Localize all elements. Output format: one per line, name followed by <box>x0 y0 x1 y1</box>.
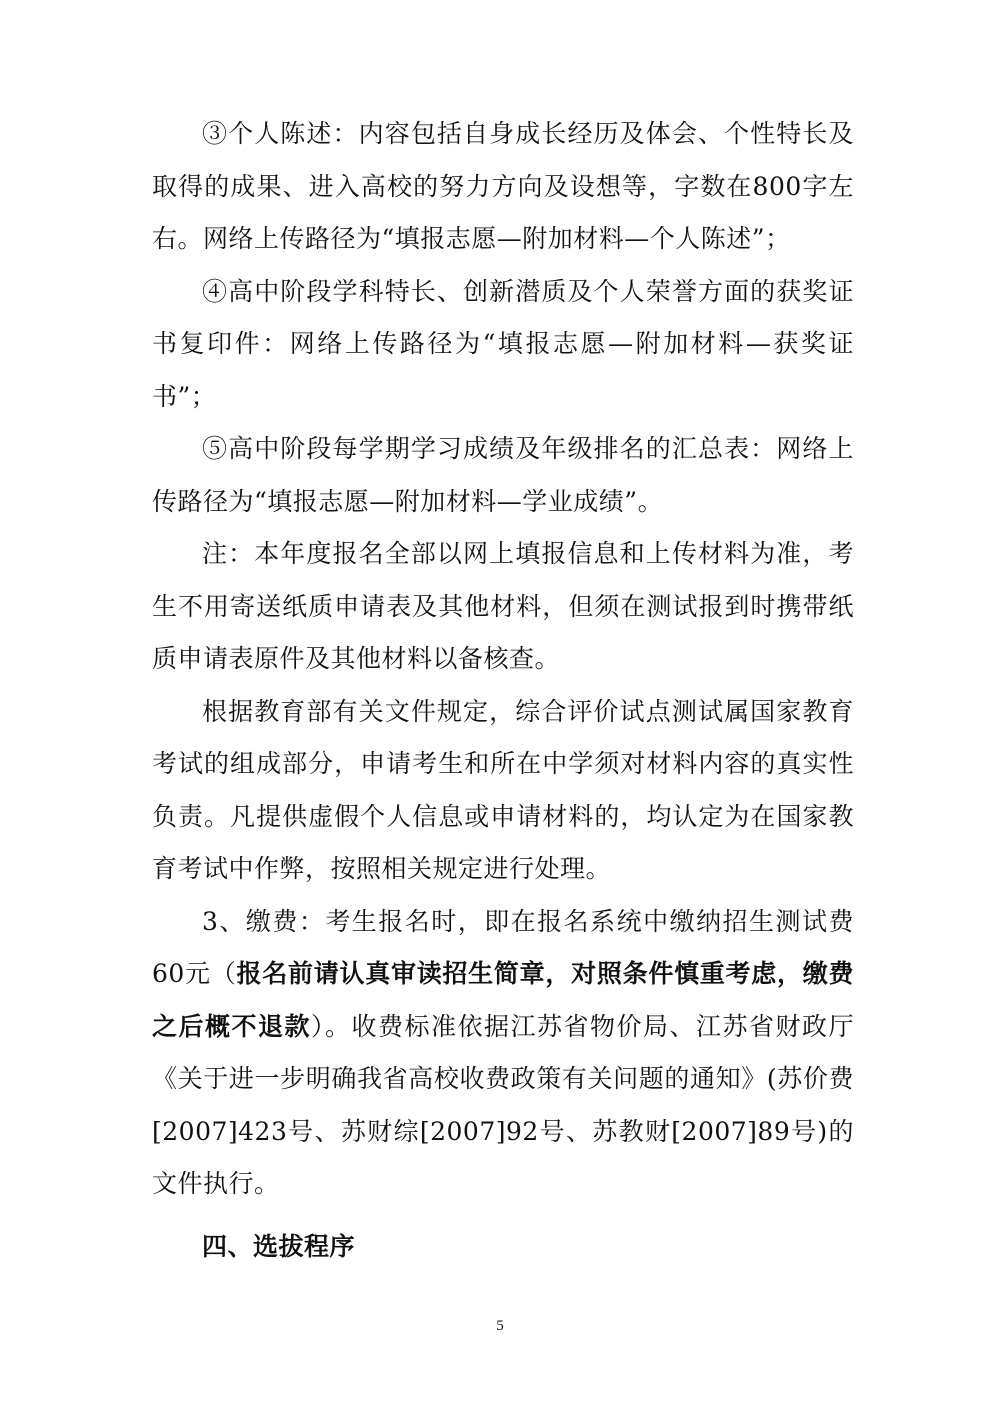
paragraph-academic-scores: ⑤高中阶段每学期学习成绩及年级排名的汇总表：网络上传路径为“填报志愿—附加材料—学业成绩”。 <box>152 434 854 516</box>
paragraph-award-certificates: ④高中阶段学科特长、创新潜质及个人荣誉方面的获奖证书复印件：网络上传路径为“填报志愿—附加材料—获奖证书”； <box>152 276 854 411</box>
payment-text-start: 3、缴费：考生报名时，即在报名系统中缴纳招生测试费60元（ <box>152 906 854 988</box>
paragraph-regulations: 根据教育部有关文件规定，综合评价试点测试属国家教育考试的组成部分，申请考生和所在中学须对材料内容的真实性负责。凡提供虚假个人信息或申请材料的，均认定为在国家教育考试中作弊，按照相关规定进行处理。 <box>152 696 854 883</box>
paragraph-personal-statement: ③个人陈述：内容包括自身成长经历及体会、个性特长及取得的成果、进入高校的努力方向及设想等，字数在800字左右。网络上传路径为“填报志愿—附加材料—个人陈述”； <box>152 119 854 253</box>
paragraph-note: 注：本年度报名全部以网上填报信息和上传材料为准，考生不用寄送纸质申请表及其他材料，但须在测试报到时携带纸质申请表原件及其他材料以备核查。 <box>152 539 854 673</box>
paragraph-payment <box>152 896 854 1211</box>
page-number: 5 <box>496 1318 504 1334</box>
section-heading: 四、选拔程序 <box>202 1231 356 1261</box>
body-text <box>152 108 854 1273</box>
payment-warning-bold: 报名前请认真审读招生简章，对照条件慎重考虑，缴费之后概不退款 <box>152 959 854 1041</box>
payment-text-end: ）。收费标准依据江苏省物价局、江苏省财政厅《关于进一步明确我省高校收费政策有关问题的通知》(苏价费[2007]423号、苏财综[2007]92号、苏教财[2007]89号)的文件执行。 <box>152 1011 854 1198</box>
